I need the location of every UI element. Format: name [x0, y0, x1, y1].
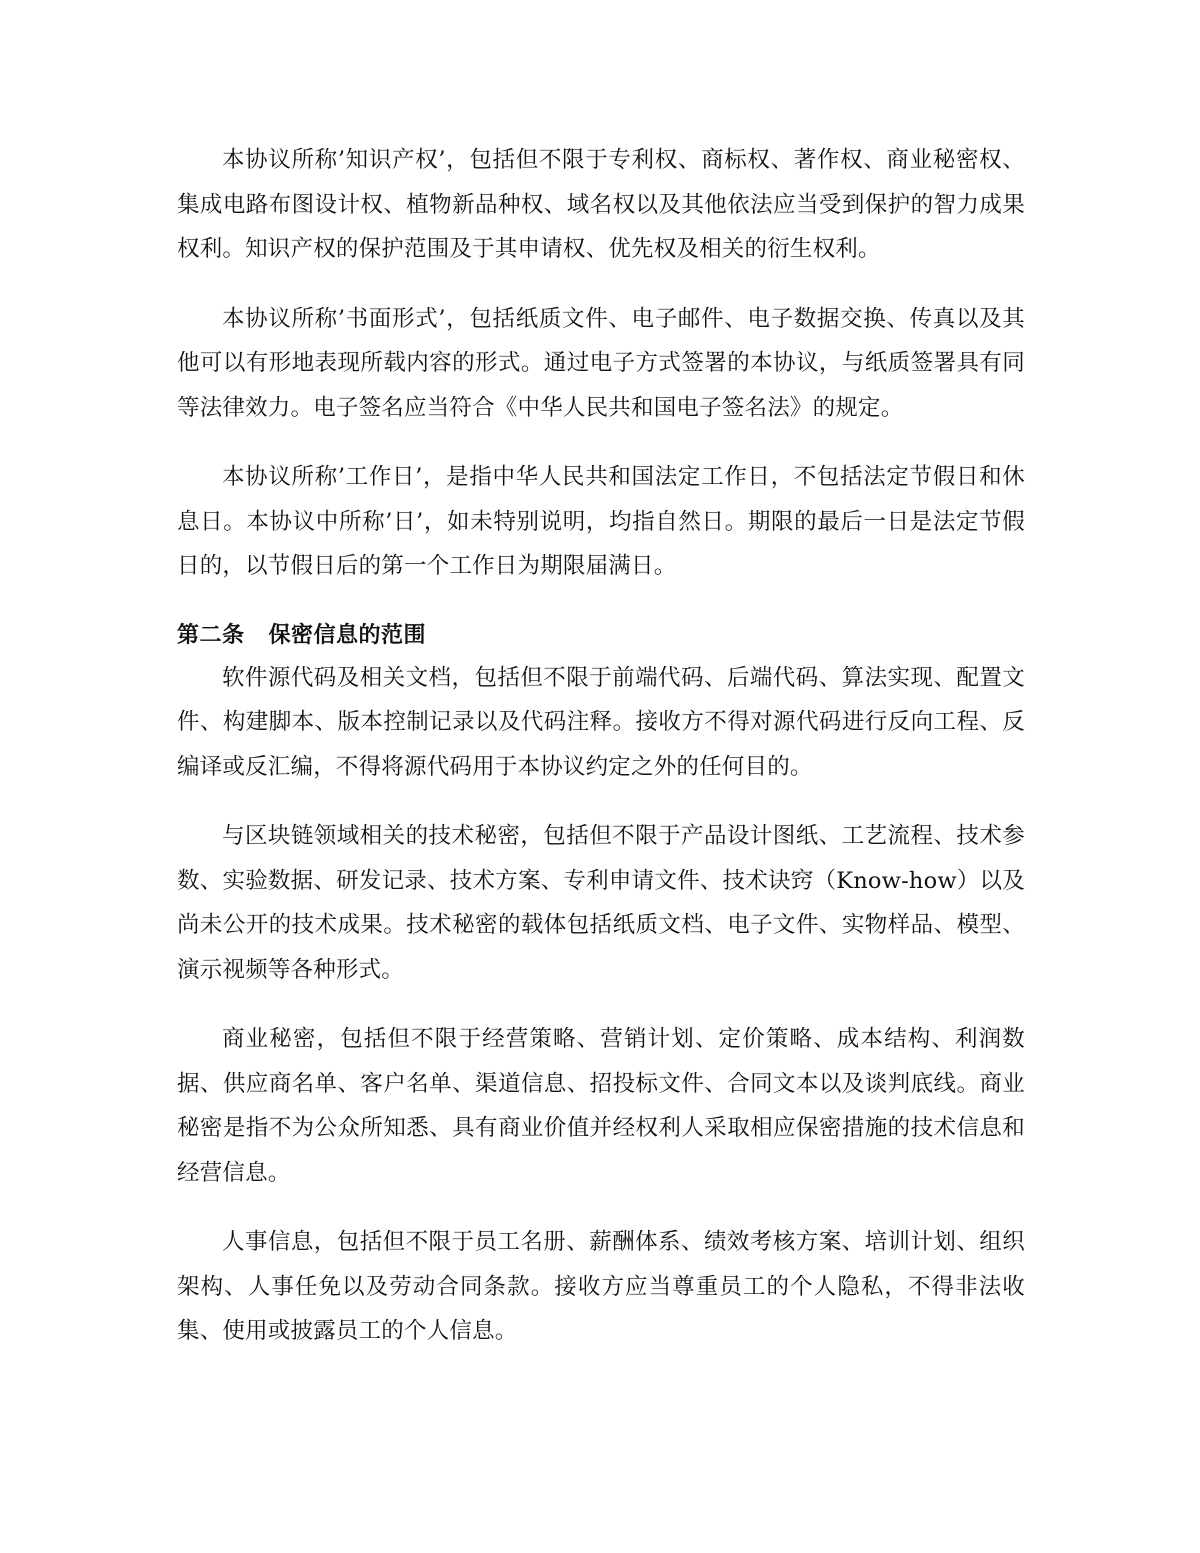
- paragraph-spacer: [177, 272, 1025, 297]
- paragraph-spacer: [177, 992, 1025, 1017]
- paragraph-personnel-info: 人事信息，包括但不限于员工名册、薪酬体系、绩效考核方案、培训计划、组织架构、人事任免以及劳动合同条款。接收方应当尊重员工的个人隐私，不得非法收集、使用或披露员工的个人信息。: [177, 1229, 1025, 1344]
- section-title: 保密信息的范围: [268, 622, 427, 648]
- paragraph-spacer: [177, 430, 1025, 455]
- paragraph-business-secrets: 商业秘密，包括但不限于经营策略、营销计划、定价策略、成本结构、利润数据、供应商名单、客户名单、渠道信息、招投标文件、合同文本以及谈判底线。商业秘密是指不为公众所知悉、具有商业价值并经权利人采取相应保密措施的技术信息和经营信息。: [177, 1026, 1025, 1186]
- paragraph-intellectual-property-definition: 本协议所称’知识产权’，包括但不限于专利权、商标权、著作权、商业秘密权、集成电路布图设计权、植物新品种权、域名权以及其他依法应当受到保护的智力成果权利。知识产权的保护范围及于其申请权、优先权及相关的衍生权利。: [177, 147, 1025, 262]
- paragraph-spacer: [177, 589, 1025, 614]
- section-heading: [177, 614, 1025, 656]
- paragraph-spacer: [177, 789, 1025, 814]
- paragraph-written-form-definition: 本协议所称’书面形式’，包括纸质文件、电子邮件、电子数据交换、传真以及其他可以有形地表现所载内容的形式。通过电子方式签署的本协议，与纸质签署具有同等法律效力。电子签名应当符合《中华人民共和国电子签名法》的规定。: [177, 305, 1025, 421]
- paragraph-technical-secrets: 与区块链领域相关的技术秘密，包括但不限于产品设计图纸、工艺流程、技术参数、实验数据、研发记录、技术方案、专利申请文件、技术诀窍（Know-how）以及尚未公开的技术成果。技术秘密的载体包括纸质文档、电子文件、实物样品、模型、演示视频等各种形式。: [177, 823, 1025, 983]
- document-body: [177, 138, 1025, 1354]
- paragraph-source-code: 软件源代码及相关文档，包括但不限于前端代码、后端代码、算法实现、配置文件、构建脚本、版本控制记录以及代码注释。接收方不得对源代码进行反向工程、反编译或反汇编，不得将源代码用于本协议约定之外的任何目的。: [177, 664, 1025, 780]
- section-number: 第二条: [177, 622, 245, 648]
- paragraph-spacer: [177, 1195, 1025, 1220]
- paragraph-working-day-definition: 本协议所称’工作日’，是指中华人民共和国法定工作日，不包括法定节假日和休息日。本协议中所称’日’，如未特别说明，均指自然日。期限的最后一日是法定节假日的，以节假日后的第一个工作日为期限届满日。: [177, 464, 1025, 579]
